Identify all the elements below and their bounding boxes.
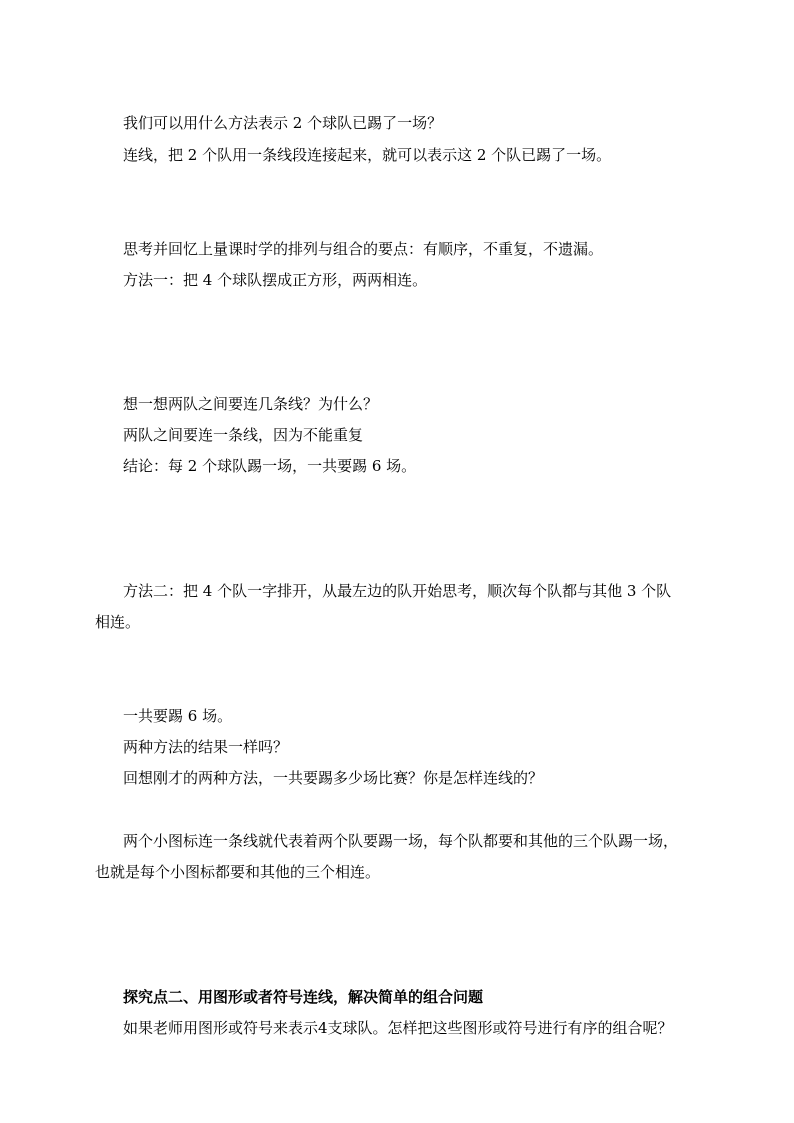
line-think-recall: 思考并回忆上量课时学的排列与组合的要点：有顺序，不重复，不遗漏。 [123,240,604,258]
line-total-six: 一共要踢 6 场。 [123,707,233,725]
line-answer-one-line: 两队之间要连一条线，因为不能重复 [123,426,364,444]
line-method-two: 方法二：把 4 个队一字排开，从最左边的队开始思考，顺次每个队都与其他 3 个队 [123,582,672,600]
line-question-represent: 我们可以用什么方法表示 2 个球队已踢了一场？ [123,114,443,132]
line-method-two-cont: 相连。 [95,613,141,631]
line-question-recall-methods: 回想刚才的两种方法，一共要踢多少场比赛？你是怎样连线的？ [123,769,544,787]
line-explanation: 两个小图标连一条线就代表着两个队要踢一场，每个队都要和其他的三个队踢一场， [123,832,679,850]
line-question-how-many-lines: 想一想两队之间要连几条线？为什么？ [123,395,379,413]
section-heading-exploration-two: 探究点二、用图形或者符号连线，解决简单的组合问题 [123,988,484,1006]
line-answer-connect: 连线，把 2 个队用一条线段连接起来，就可以表示这 2 个队已踢了一场。 [123,146,612,164]
line-method-one: 方法一：把 4 个球队摆成正方形，两两相连。 [123,271,428,289]
line-question-symbols: 如果老师用图形或符号来表示4支球队。怎样把这些图形或符号进行有序的组合呢？ [123,1019,673,1037]
line-conclusion: 结论：每 2 个球队踢一场，一共要踢 6 场。 [123,457,417,475]
line-explanation-cont: 也就是每个小图标都要和其他的三个相连。 [95,863,381,881]
line-question-same-result: 两种方法的结果一样吗？ [123,738,289,756]
